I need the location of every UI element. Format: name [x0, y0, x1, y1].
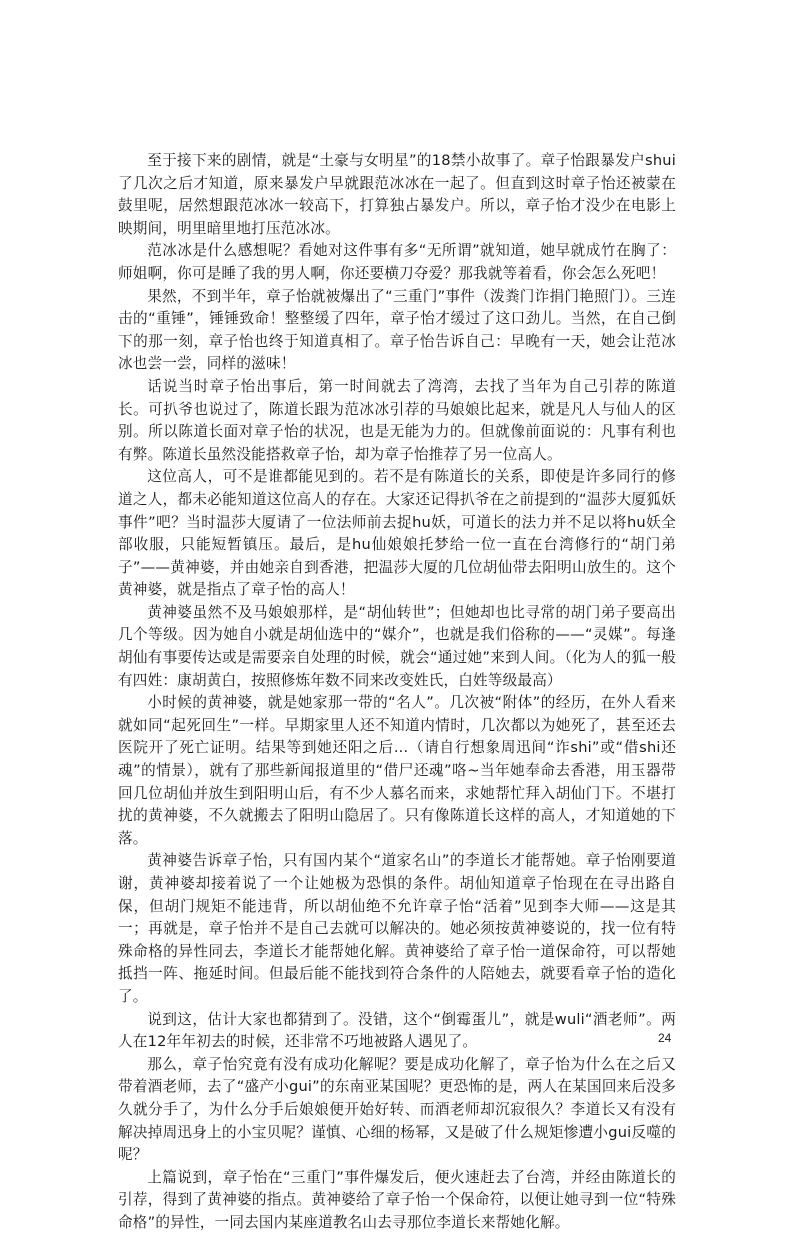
paragraph: 黄神婆虽然不及马娘娘那样，是“胡仙转世”；但她却也比寻常的胡门弟子要高出几个等级。因为她自小就是胡仙选中的“媒介”，也就是我们俗称的——“灵媒”。每逢胡仙有事要传达或是需要亲自处理的时候，就会“通过她”来到人间。（化为人的狐一般有四姓：康胡黄白，按照修炼年数不同来改变姓氏，白姓等级最高）	[118, 603, 676, 689]
body-text	[118, 150, 676, 1235]
paragraph: 果然，不到半年，章子怡就被爆出了“三重门”事件（泼粪门诈捐门艳照门）。三连击的“重锤”，锤锤致命！整整缓了四年，章子怡才缓过了这口劲儿。当然，在自己倒下的那一刻，章子怡也终于知道真相了。章子怡告诉自己：早晚有一天，她会让范冰冰也尝一尝，同样的滋味！	[118, 287, 676, 373]
paragraph: 至于接下来的剧情，就是“土豪与女明星”的18禁小故事了。章子怡跟暴发户shui了几次之后才知道，原来暴发户早就跟范冰冰在一起了。但直到这时章子怡还被蒙在鼓里呢，居然想跟范冰冰一较高下，打算独占暴发户。所以，章子怡才没少在电影上映期间，明里暗里地打压范冰冰。	[118, 152, 676, 237]
paragraph: 上篇说到，章子怡在“三重门”事件爆发后，便火速赶去了台湾，并经由陈道长的引荐，得到了黄神婆的指点。黄神婆给了章子怡一个保命符，以便让她寻到一位“特殊命格”的异性，一同去国内某座道教名山去寻那位李道长来帮她化解。	[118, 1168, 676, 1231]
paragraph: 小时候的黄神婆，就是她家那一带的“名人”。几次被“附体”的经历，在外人看来就如同“起死回生”一样。早期家里人还不知道内情时，几次都以为她死了，甚至还去医院开了死亡证明。结果等到她还阳之后...（请自行想象周迅间“诈shi”或“借shi还魂”的情景），就有了那些新闻报道里的“借尸还魂”咯~当年她奉命去香港，用玉器带回几位胡仙并放生到阳明山后，有不少人慕名而来，求她帮忙拜入胡仙门下。不堪打扰的黄神婆，不久就搬去了阳明山隐居了。只有像陈道长这样的高人，才知道她的下落。	[118, 694, 676, 847]
paragraph: 说到这，估计大家也都猜到了。没错，这个“倒霉蛋儿”，就是wuli“酒老师”。两人在12年年初去的时候，还非常不巧地被路人遇见了。	[118, 1010, 676, 1051]
paragraph: 这位高人，可不是谁都能见到的。若不是有陈道长的关系，即使是许多同行的修道之人，都未必能知道这位高人的存在。大家还记得扒爷在之前提到的“温莎大厦狐妖事件”吧？当时温莎大厦请了一位法师前去捉hu妖，可道长的法力并不足以将hu妖全部收服，只能短暂镇压。最后，是hu仙娘娘托梦给一位一直在台湾修行的“胡门弟子”——黄神婆，并由她亲自到香港，把温莎大厦的几位胡仙带去阳明山放生的。这个黄神婆，就是指点了章子怡的高人！	[118, 468, 676, 599]
paragraph: 黄神婆告诉章子怡，只有国内某个“道家名山”的李道长才能帮她。章子怡刚要道谢，黄神婆却接着说了一个让她极为恐惧的条件。胡仙知道章子怡现在在寻出路自保，但胡门规矩不能违背，所以胡仙绝不允许章子怡“活着”见到李大师——这是其一；再就是，章子怡并不是自己去就可以解决的。她必须按黄神婆说的，找一位有特殊命格的异性同去，李道长才能帮她化解。黄神婆给了章子怡一道保命符，可以帮她抵挡一阵、拖延时间。但最后能不能找到符合条件的人陪她去，就要看章子怡的造化了。	[118, 852, 676, 1005]
paragraph: 话说当时章子怡出事后，第一时间就去了湾湾，去找了当年为自己引荐的陈道长。可扒爷也说过了，陈道长跟为范冰冰引荐的马娘娘比起来，就是凡人与仙人的区别。所以陈道长面对章子怡的状况，也是无能为力的。但就像前面说的：凡事有利也有弊。陈道长虽然没能搭救章子怡，却为章子怡推荐了另一位高人。	[118, 377, 676, 463]
paragraph: 范冰冰是什么感想呢？看她对这件事有多“无所谓”就知道，她早就成竹在胸了：师姐啊，你可是睡了我的男人啊，你还要横刀夺爱？那我就等着看，你会怎么死吧！	[118, 242, 676, 282]
paragraph: 那么，章子怡究竟有没有成功化解呢？要是成功化解了，章子怡为什么在之后又带着酒老师，去了“盛产小gui”的东南亚某国呢？更恐怖的是，两人在某国回来后没多久就分手了，为什么分手后娘娘便开始好转、而酒老师却沉寂很久？李道长又有没有解决掉周迅身上的小宝贝呢？谨慎、心细的杨幂，又是破了什么规矩惨遭小gui反噬的呢？	[118, 1055, 676, 1164]
page-number: 24	[658, 1031, 672, 1045]
